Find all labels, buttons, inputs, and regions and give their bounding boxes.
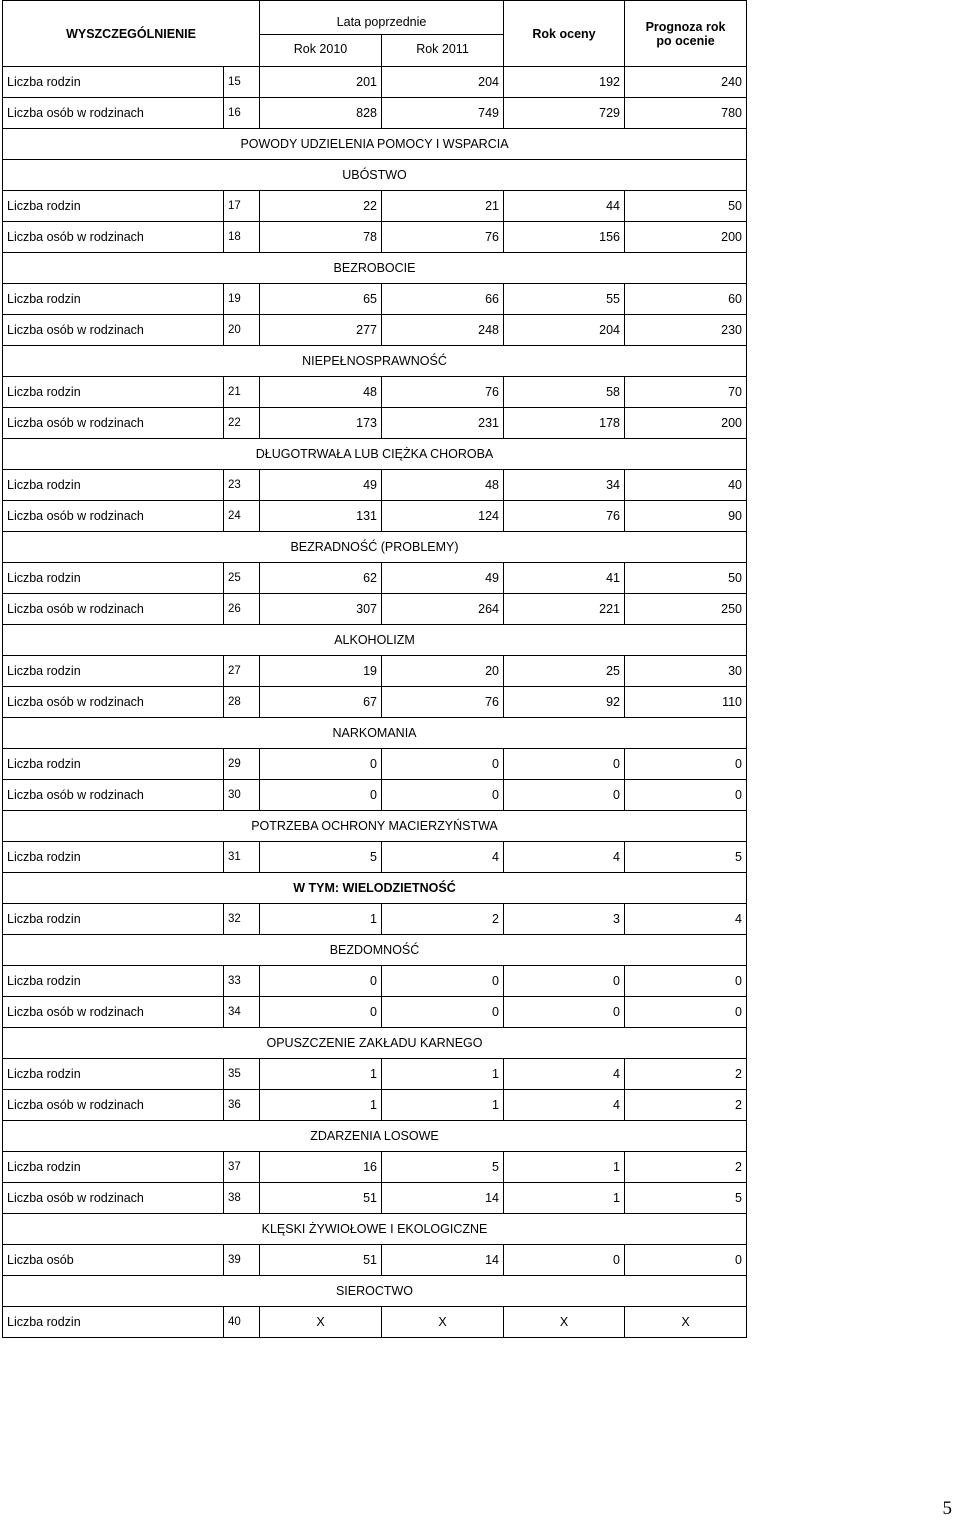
- value-cell: 55: [504, 284, 625, 315]
- section-row: [3, 1028, 747, 1059]
- value-cell: 0: [504, 749, 625, 780]
- table-row: [3, 904, 747, 935]
- table-row: [3, 780, 747, 811]
- row-label: Liczba rodzin: [3, 67, 224, 98]
- table-row: [3, 1307, 747, 1338]
- value-cell: 0: [504, 966, 625, 997]
- value-cell: 49: [260, 470, 382, 501]
- value-cell: 76: [382, 687, 504, 718]
- value-cell: 230: [625, 315, 747, 346]
- value-cell: 4: [504, 1090, 625, 1121]
- table-row: [3, 594, 747, 625]
- row-label: Liczba rodzin: [3, 749, 224, 780]
- value-cell: 2: [382, 904, 504, 935]
- section-row: [3, 160, 747, 191]
- table-row: [3, 1090, 747, 1121]
- row-label: Liczba rodzin: [3, 563, 224, 594]
- section-title: BEZRADNOŚĆ (PROBLEMY): [3, 532, 747, 563]
- value-cell: 1: [260, 1090, 382, 1121]
- row-label: Liczba rodzin: [3, 284, 224, 315]
- row-index: 37: [224, 1152, 260, 1183]
- section-row: [3, 439, 747, 470]
- value-cell: 0: [504, 780, 625, 811]
- value-cell: 264: [382, 594, 504, 625]
- value-cell: X: [625, 1307, 747, 1338]
- value-cell: 828: [260, 98, 382, 129]
- table-row: [3, 470, 747, 501]
- value-cell: 14: [382, 1245, 504, 1276]
- row-label: Liczba rodzin: [3, 1152, 224, 1183]
- value-cell: 178: [504, 408, 625, 439]
- value-cell: 1: [260, 1059, 382, 1090]
- header-wyszczegolnienie: WYSZCZEGÓLNIENIE: [3, 1, 260, 67]
- value-cell: 200: [625, 222, 747, 253]
- row-index: 23: [224, 470, 260, 501]
- row-index: 19: [224, 284, 260, 315]
- value-cell: 240: [625, 67, 747, 98]
- value-cell: 5: [260, 842, 382, 873]
- section-title: UBÓSTWO: [3, 160, 747, 191]
- value-cell: 67: [260, 687, 382, 718]
- value-cell: 231: [382, 408, 504, 439]
- value-cell: 250: [625, 594, 747, 625]
- table-row: [3, 1152, 747, 1183]
- value-cell: 92: [504, 687, 625, 718]
- row-label: Liczba rodzin: [3, 1307, 224, 1338]
- row-label: Liczba rodzin: [3, 966, 224, 997]
- header-prognoza: [625, 1, 747, 67]
- table-row: [3, 501, 747, 532]
- value-cell: 1: [504, 1183, 625, 1214]
- value-cell: 2: [625, 1059, 747, 1090]
- value-cell: 22: [260, 191, 382, 222]
- value-cell: X: [382, 1307, 504, 1338]
- value-cell: 21: [382, 191, 504, 222]
- row-index: 31: [224, 842, 260, 873]
- row-label: Liczba rodzin: [3, 1059, 224, 1090]
- value-cell: 0: [260, 966, 382, 997]
- value-cell: 48: [382, 470, 504, 501]
- value-cell: 4: [504, 1059, 625, 1090]
- value-cell: 124: [382, 501, 504, 532]
- value-cell: 20: [382, 656, 504, 687]
- row-index: 34: [224, 997, 260, 1028]
- header-rok-oceny: Rok oceny: [504, 1, 625, 67]
- table-row: [3, 98, 747, 129]
- value-cell: 70: [625, 377, 747, 408]
- value-cell: 76: [382, 222, 504, 253]
- section-title: W TYM: WIELODZIETNOŚĆ: [3, 873, 747, 904]
- row-label: Liczba osób w rodzinach: [3, 780, 224, 811]
- value-cell: 204: [504, 315, 625, 346]
- row-label: Liczba rodzin: [3, 377, 224, 408]
- value-cell: 307: [260, 594, 382, 625]
- section-row: [3, 129, 747, 160]
- value-cell: 780: [625, 98, 747, 129]
- value-cell: 62: [260, 563, 382, 594]
- section-title: POWODY UDZIELENIA POMOCY I WSPARCIA: [3, 129, 747, 160]
- section-row: [3, 811, 747, 842]
- value-cell: X: [504, 1307, 625, 1338]
- value-cell: 1: [382, 1090, 504, 1121]
- value-cell: 44: [504, 191, 625, 222]
- assistance-report-table: [2, 0, 747, 1338]
- value-cell: 131: [260, 501, 382, 532]
- row-index: 35: [224, 1059, 260, 1090]
- value-cell: 0: [260, 749, 382, 780]
- section-row: [3, 1121, 747, 1152]
- row-label: Liczba osób w rodzinach: [3, 594, 224, 625]
- row-index: 33: [224, 966, 260, 997]
- header-rok-2011: Rok 2011: [382, 34, 504, 67]
- value-cell: 5: [382, 1152, 504, 1183]
- value-cell: 2: [625, 1152, 747, 1183]
- row-index: 36: [224, 1090, 260, 1121]
- value-cell: 0: [625, 749, 747, 780]
- value-cell: 0: [504, 1245, 625, 1276]
- row-index: 18: [224, 222, 260, 253]
- value-cell: 4: [504, 842, 625, 873]
- section-title: DŁUGOTRWAŁA LUB CIĘŻKA CHOROBA: [3, 439, 747, 470]
- row-label: Liczba rodzin: [3, 656, 224, 687]
- value-cell: 90: [625, 501, 747, 532]
- row-index: 22: [224, 408, 260, 439]
- table-row: [3, 315, 747, 346]
- value-cell: 0: [625, 780, 747, 811]
- value-cell: 0: [260, 997, 382, 1028]
- row-label: Liczba rodzin: [3, 470, 224, 501]
- table-row: [3, 687, 747, 718]
- value-cell: 4: [382, 842, 504, 873]
- table-row: [3, 1059, 747, 1090]
- value-cell: 0: [382, 966, 504, 997]
- value-cell: 1: [504, 1152, 625, 1183]
- row-index: 38: [224, 1183, 260, 1214]
- table-row: [3, 284, 747, 315]
- value-cell: 729: [504, 98, 625, 129]
- table-row: [3, 966, 747, 997]
- value-cell: 58: [504, 377, 625, 408]
- value-cell: 48: [260, 377, 382, 408]
- section-row: [3, 873, 747, 904]
- row-index: 27: [224, 656, 260, 687]
- section-row: [3, 1214, 747, 1245]
- value-cell: 34: [504, 470, 625, 501]
- value-cell: 5: [625, 1183, 747, 1214]
- section-row: [3, 718, 747, 749]
- section-title: NARKOMANIA: [3, 718, 747, 749]
- section-title: OPUSZCZENIE ZAKŁADU KARNEGO: [3, 1028, 747, 1059]
- value-cell: 110: [625, 687, 747, 718]
- value-cell: 25: [504, 656, 625, 687]
- value-cell: 49: [382, 563, 504, 594]
- table-row: [3, 191, 747, 222]
- value-cell: 0: [260, 780, 382, 811]
- table-row: [3, 377, 747, 408]
- row-index: 20: [224, 315, 260, 346]
- value-cell: 30: [625, 656, 747, 687]
- value-cell: 76: [382, 377, 504, 408]
- row-label: Liczba osób w rodzinach: [3, 1090, 224, 1121]
- value-cell: 65: [260, 284, 382, 315]
- row-label: Liczba rodzin: [3, 842, 224, 873]
- row-label: Liczba osób w rodzinach: [3, 1183, 224, 1214]
- row-label: Liczba rodzin: [3, 191, 224, 222]
- row-index: 30: [224, 780, 260, 811]
- section-row: [3, 253, 747, 284]
- value-cell: 173: [260, 408, 382, 439]
- table-row: [3, 222, 747, 253]
- table-row: [3, 67, 747, 98]
- row-label: Liczba rodzin: [3, 904, 224, 935]
- row-label: Liczba osób w rodzinach: [3, 315, 224, 346]
- value-cell: 50: [625, 191, 747, 222]
- row-index: 16: [224, 98, 260, 129]
- value-cell: 277: [260, 315, 382, 346]
- value-cell: 5: [625, 842, 747, 873]
- value-cell: 201: [260, 67, 382, 98]
- row-index: 39: [224, 1245, 260, 1276]
- header-rok-2010: Rok 2010: [260, 34, 382, 67]
- row-index: 32: [224, 904, 260, 935]
- section-row: [3, 346, 747, 377]
- value-cell: 1: [260, 904, 382, 935]
- value-cell: 78: [260, 222, 382, 253]
- row-index: 26: [224, 594, 260, 625]
- value-cell: 221: [504, 594, 625, 625]
- section-row: [3, 935, 747, 966]
- value-cell: 749: [382, 98, 504, 129]
- table-row: [3, 563, 747, 594]
- value-cell: 76: [504, 501, 625, 532]
- table-row: [3, 656, 747, 687]
- section-title: SIEROCTWO: [3, 1276, 747, 1307]
- section-row: [3, 625, 747, 656]
- row-index: 21: [224, 377, 260, 408]
- value-cell: 16: [260, 1152, 382, 1183]
- value-cell: 0: [504, 997, 625, 1028]
- value-cell: X: [260, 1307, 382, 1338]
- section-title: BEZROBOCIE: [3, 253, 747, 284]
- value-cell: 19: [260, 656, 382, 687]
- header-lata-poprzednie: Lata poprzednie: [260, 1, 504, 35]
- row-label: Liczba osób w rodzinach: [3, 687, 224, 718]
- value-cell: 0: [625, 1245, 747, 1276]
- section-title: NIEPEŁNOSPRAWNOŚĆ: [3, 346, 747, 377]
- row-index: 15: [224, 67, 260, 98]
- value-cell: 156: [504, 222, 625, 253]
- section-title: ALKOHOLIZM: [3, 625, 747, 656]
- section-row: [3, 532, 747, 563]
- value-cell: 14: [382, 1183, 504, 1214]
- value-cell: 66: [382, 284, 504, 315]
- section-row: [3, 1276, 747, 1307]
- value-cell: 0: [382, 997, 504, 1028]
- table-row: [3, 1245, 747, 1276]
- value-cell: 0: [382, 749, 504, 780]
- value-cell: 0: [625, 997, 747, 1028]
- row-index: 28: [224, 687, 260, 718]
- value-cell: 51: [260, 1183, 382, 1214]
- value-cell: 248: [382, 315, 504, 346]
- section-title: POTRZEBA OCHRONY MACIERZYŃSTWA: [3, 811, 747, 842]
- row-label: Liczba osób w rodzinach: [3, 501, 224, 532]
- section-title: BEZDOMNOŚĆ: [3, 935, 747, 966]
- page-number: 5: [942, 1498, 952, 1519]
- table-row: [3, 408, 747, 439]
- row-index: 17: [224, 191, 260, 222]
- row-label: Liczba osób w rodzinach: [3, 997, 224, 1028]
- value-cell: 51: [260, 1245, 382, 1276]
- row-label: Liczba osób w rodzinach: [3, 98, 224, 129]
- value-cell: 0: [382, 780, 504, 811]
- table-row: [3, 842, 747, 873]
- table-row: [3, 1183, 747, 1214]
- table-row: [3, 997, 747, 1028]
- row-label: Liczba osób: [3, 1245, 224, 1276]
- row-index: 29: [224, 749, 260, 780]
- value-cell: 41: [504, 563, 625, 594]
- value-cell: 192: [504, 67, 625, 98]
- row-index: 25: [224, 563, 260, 594]
- value-cell: 204: [382, 67, 504, 98]
- value-cell: 3: [504, 904, 625, 935]
- row-label: Liczba osób w rodzinach: [3, 222, 224, 253]
- table-row: [3, 749, 747, 780]
- value-cell: 0: [625, 966, 747, 997]
- value-cell: 200: [625, 408, 747, 439]
- value-cell: 50: [625, 563, 747, 594]
- header-prognoza-line1: Prognoza rok: [645, 19, 726, 34]
- section-title: ZDARZENIA LOSOWE: [3, 1121, 747, 1152]
- row-index: 24: [224, 501, 260, 532]
- header-prognoza-line2: po ocenie: [656, 33, 715, 48]
- row-label: Liczba osób w rodzinach: [3, 408, 224, 439]
- row-index: 40: [224, 1307, 260, 1338]
- value-cell: 1: [382, 1059, 504, 1090]
- value-cell: 60: [625, 284, 747, 315]
- value-cell: 2: [625, 1090, 747, 1121]
- value-cell: 4: [625, 904, 747, 935]
- value-cell: 40: [625, 470, 747, 501]
- section-title: KLĘSKI ŻYWIOŁOWE I EKOLOGICZNE: [3, 1214, 747, 1245]
